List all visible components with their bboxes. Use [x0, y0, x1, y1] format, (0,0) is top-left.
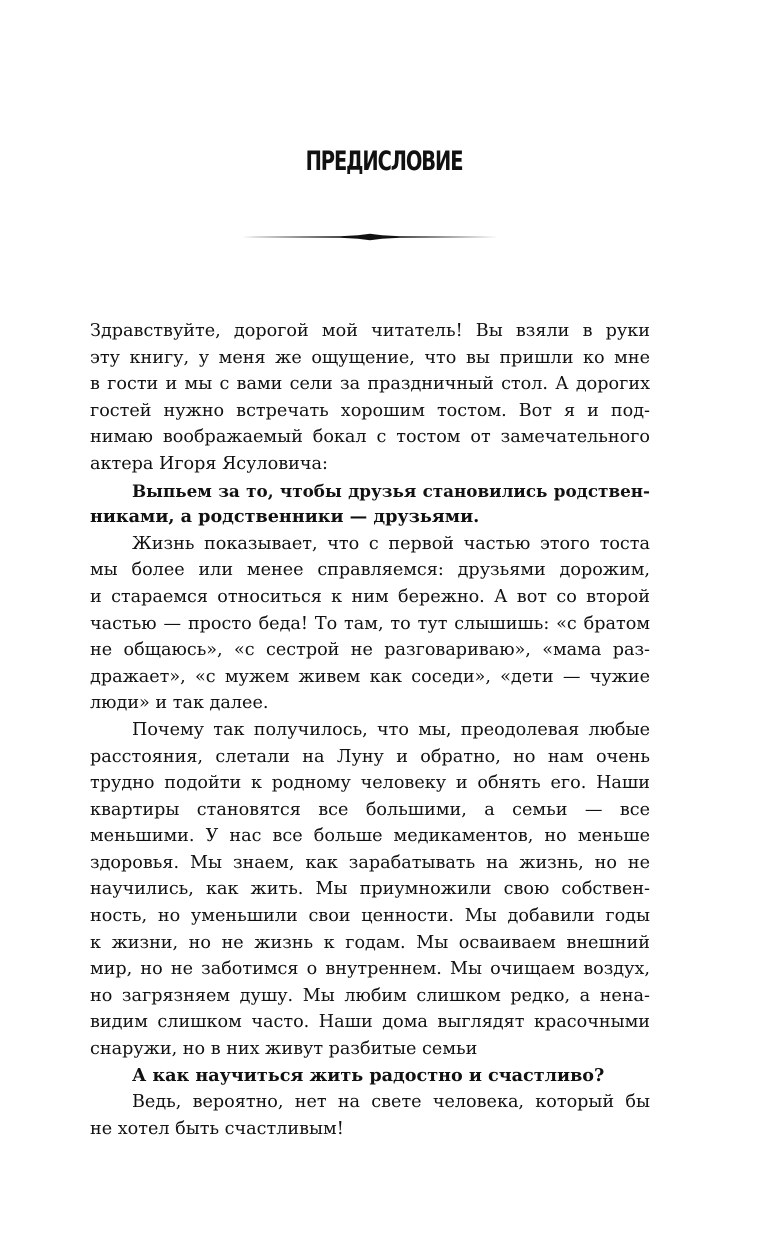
text-line: трудно подойти к родному человеку и обнять его. Наши	[90, 773, 650, 794]
text-line: видим слишком часто. Наши дома выглядят красочными	[90, 1012, 650, 1033]
text-line: здоровья. Мы знаем, как зарабатывать на жизнь, но не	[90, 852, 650, 873]
text-line: люди» и так далее.	[90, 693, 269, 714]
text-line: Почему так получилось, что мы, преодолевая любые	[132, 719, 650, 740]
text-line: ность, но уменьшили свои ценности. Мы добавили годы	[90, 906, 650, 927]
text-line: актера Игоря Ясуловича:	[90, 453, 328, 474]
ornament-divider	[240, 231, 500, 243]
text-line: не хотел быть счастливым!	[90, 1118, 344, 1139]
text-line: гостей нужно встречать хорошим тостом. Вот я и под-	[90, 400, 650, 421]
text-line: в гости и мы с вами сели за праздничный стол. А дорогих	[90, 374, 650, 395]
text-line: Здравствуйте, дорогой мой читатель! Вы взяли в руки	[90, 321, 650, 341]
question-text-line: А как научиться жить радостно и счастливо?	[132, 1064, 605, 1086]
text-line: не общаюсь», «с сестрой не разговариваю», «мама раз-	[90, 640, 650, 661]
text-line: расстояния, слетали на Луну и обратно, но нам очень	[90, 746, 650, 767]
text-line: но загрязняем душу. Мы любим слишком редко, а нена-	[90, 985, 650, 1006]
text-line: научились, как жить. Мы приумножили свою собствен-	[90, 879, 650, 900]
text-line: меньшими. У нас все больше медикаментов, но меньше	[90, 826, 650, 847]
toast-text-line: никами, а родственники — друзьями.	[90, 506, 480, 528]
toast-text-line: Выпьем за то, чтобы друзья становились родствен-	[132, 480, 650, 501]
text-line: снаружи, но в них живут разбитые семьи	[90, 1039, 478, 1060]
text-line: квартиры становятся все большими, а семьи — все	[90, 799, 650, 820]
text-line: мы более или менее справляемся: друзьями дорожим,	[90, 560, 650, 581]
text-line: дражает», «с мужем живем как соседи», «дети — чужие	[90, 666, 650, 687]
text-line: Жизнь показывает, что с первой частью этого тоста	[132, 533, 650, 554]
text-line: частью — просто беда! То там, то тут слышишь: «с братом	[90, 613, 650, 634]
body-text	[90, 318, 650, 1142]
text-line: и стараемся относиться к ним бережно. А вот со второй	[90, 586, 650, 607]
text-line: эту книгу, у меня же ощущение, что вы пришли ко мне	[90, 347, 650, 368]
text-line: к жизни, но не жизнь к годам. Мы осваиваем внешний	[90, 932, 650, 953]
text-line: нимаю воображаемый бокал с тостом от замечательного	[90, 427, 650, 448]
text-line: мир, но не заботимся о внутреннем. Мы очищаем воздух,	[90, 959, 650, 980]
text-line: Ведь, вероятно, нет на свете человека, который бы	[132, 1092, 650, 1113]
chapter-title: ПРЕДИСЛОВИЕ	[305, 146, 463, 177]
